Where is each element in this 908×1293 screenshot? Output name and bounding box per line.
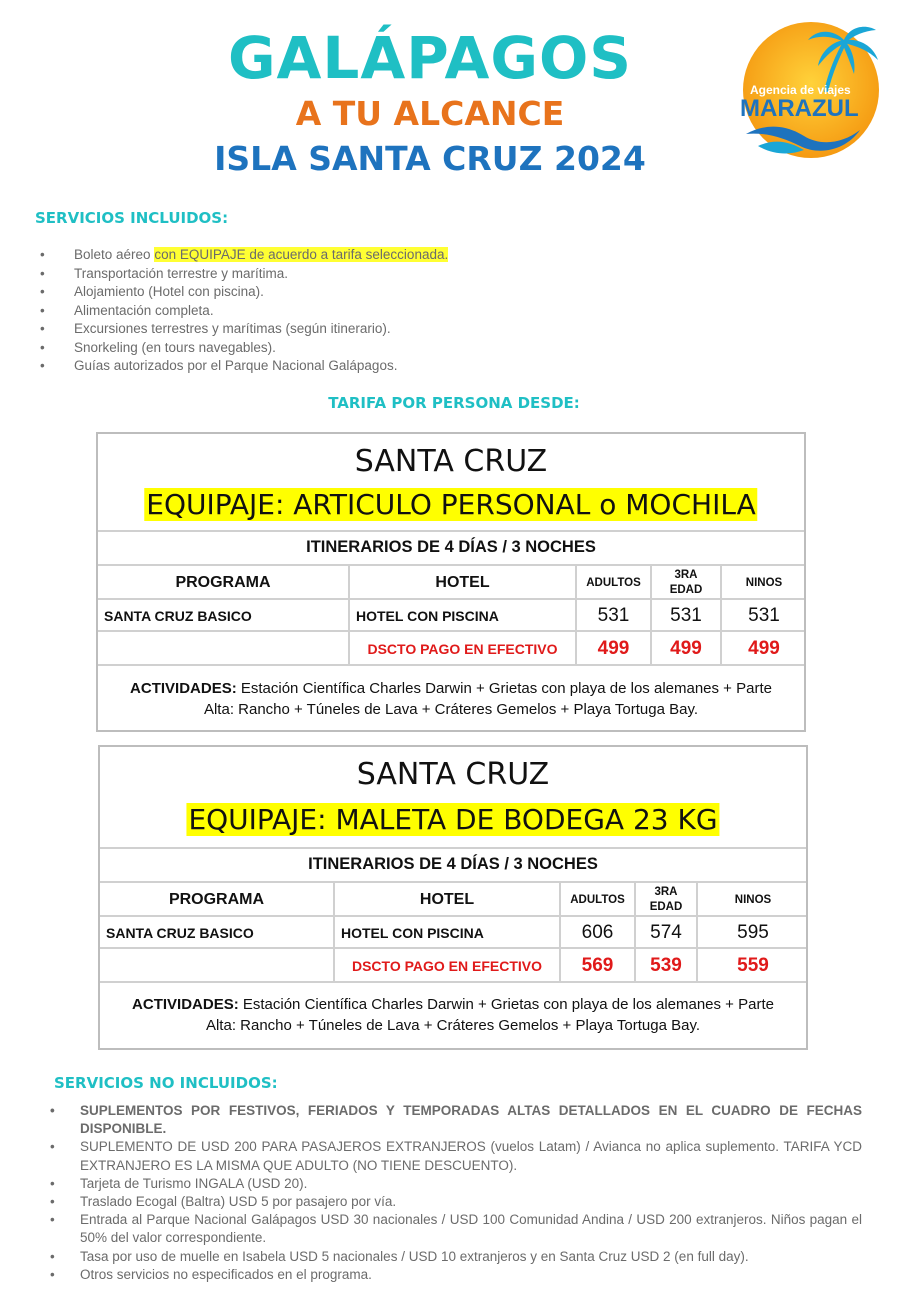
column-header-program: PROGRAMA [168,891,265,908]
column-header-kids: NINOS [734,893,772,906]
column-header-hotel: HOTEL [419,891,475,908]
not-included-list [50,1102,862,1284]
program-name: SANTA CRUZ BASICO [106,925,254,941]
list-item: • SUPLEMENTOS POR FESTIVOS, FERIADOS Y TEMPORADAS ALTAS DETALLADOS EN EL CUADRO DE FECHAS DISPONIBLE. [50,1102,862,1138]
page-subtitle: A TU ALCANCE [295,94,565,133]
luggage-label: EQUIPAJE: ARTICULO PERSONAL o MOCHILA [146,488,756,521]
not-included-heading: SERVICIOS NO INCLUIDOS: [54,1074,278,1092]
destination-title: ISLA SANTA CRUZ 2024 [214,139,646,178]
hotel-name: HOTEL CON PISCINA [341,925,484,941]
discount-label: DSCTO PAGO EN EFECTIVO [351,958,543,974]
package-title: SANTA CRUZ [354,444,548,479]
list-item: • Alojamiento (Hotel con piscina). [40,283,740,302]
list-item: • Alimentación completa. [40,302,740,321]
discount-kids: 559 [737,955,769,976]
column-header-hotel: HOTEL [435,574,490,591]
column-header-adults: ADULTOS [586,576,641,589]
price-senior: 574 [650,922,682,943]
discount-adults: 569 [581,955,614,976]
price-senior: 531 [670,605,702,626]
rate-heading: TARIFA POR PERSONA DESDE: [328,394,580,412]
luggage-label: EQUIPAJE: MALETA DE BODEGA 23 KG [188,803,718,836]
list-item: • Guías autorizados por el Parque Nacional Galápagos. [40,357,740,376]
list-item: • Entrada al Parque Nacional Galápagos USD 30 nacionales / USD 100 Comunidad Andina / USD 200 extranjeros. Niños pagan el 50% del valor correspondiente. [50,1211,862,1247]
price-adults: 606 [581,922,614,943]
discount-senior: 499 [670,638,702,659]
price-kids: 595 [737,922,769,943]
column-header-senior: 3RA EDAD [669,569,703,596]
list-item: • Tasa por uso de muelle en Isabela USD 5 nacionales / USD 10 extranjeros y en Santa Cruz USD 2 (en full day). [50,1248,862,1266]
discount-kids: 499 [748,638,780,659]
activities-text: ACTIVIDADES: Estación Científica Charles Darwin + Grietas con playa de los alemanes + Parte Alta: Rancho + Túneles de Lava + Cráteres Gemelos + Playa Tortuga Bay. [130,680,772,718]
price-kids: 531 [748,605,780,626]
list-item: • Traslado Ecogal (Baltra) USD 5 por pasajero por vía. [50,1193,862,1211]
list-item: • Snorkeling (en tours navegables). [40,339,740,358]
column-header-adults: ADULTOS [570,893,625,906]
itinerary-label: ITINERARIOS DE 4 DÍAS / 3 NOCHES [306,538,596,556]
column-header-senior: 3RA EDAD [649,886,683,913]
column-header-kids: NINOS [745,576,783,589]
package-title: SANTA CRUZ [356,757,550,792]
package-box-2 [98,745,808,1050]
list-item: • Transportación terrestre y marítima. [40,265,740,284]
hotel-name: HOTEL CON PISCINA [356,608,499,624]
list-item: • Otros servicios no especificados en el programa. [50,1266,862,1284]
list-item: • Boleto aéreo con EQUIPAJE de acuerdo a tarifa seleccionada. [40,246,740,265]
list-item: • SUPLEMENTO DE USD 200 PARA PASAJEROS EXTRANJEROS (vuelos Latam) / Avianca no aplica suplemento. TARIFA YCD EXTRANJERO ES LA MISMA QUE ADULTO (NO TIENE DESCUENTO). [50,1138,862,1174]
package-header [100,747,806,849]
list-item: • Tarjeta de Turismo INGALA (USD 20). [50,1175,862,1193]
discount-senior: 539 [650,955,682,976]
list-item: • Excursiones terrestres y marítimas (según itinerario). [40,320,740,339]
column-header-program: PROGRAMA [175,574,271,591]
activities-text: ACTIVIDADES: Estación Científica Charles Darwin + Grietas con playa de los alemanes + Parte Alta: Rancho + Túneles de Lava + Cráteres Gemelos + Playa Tortuga Bay. [132,996,774,1034]
package-header [98,434,804,532]
logo-tagline: Agencia de viajes [750,83,851,97]
program-name: SANTA CRUZ BASICO [104,608,252,624]
itinerary-label: ITINERARIOS DE 4 DÍAS / 3 NOCHES [308,855,598,873]
price-adults: 531 [597,605,630,626]
included-heading: SERVICIOS INCLUIDOS: [35,209,229,227]
included-list [40,246,740,376]
logo-brand: MARAZUL [740,95,859,122]
page-title: GALÁPAGOS [227,24,633,92]
discount-adults: 499 [597,638,630,659]
discount-label: DSCTO PAGO EN EFECTIVO [367,641,558,657]
package-box-1 [96,432,806,732]
marazul-logo [728,22,894,162]
